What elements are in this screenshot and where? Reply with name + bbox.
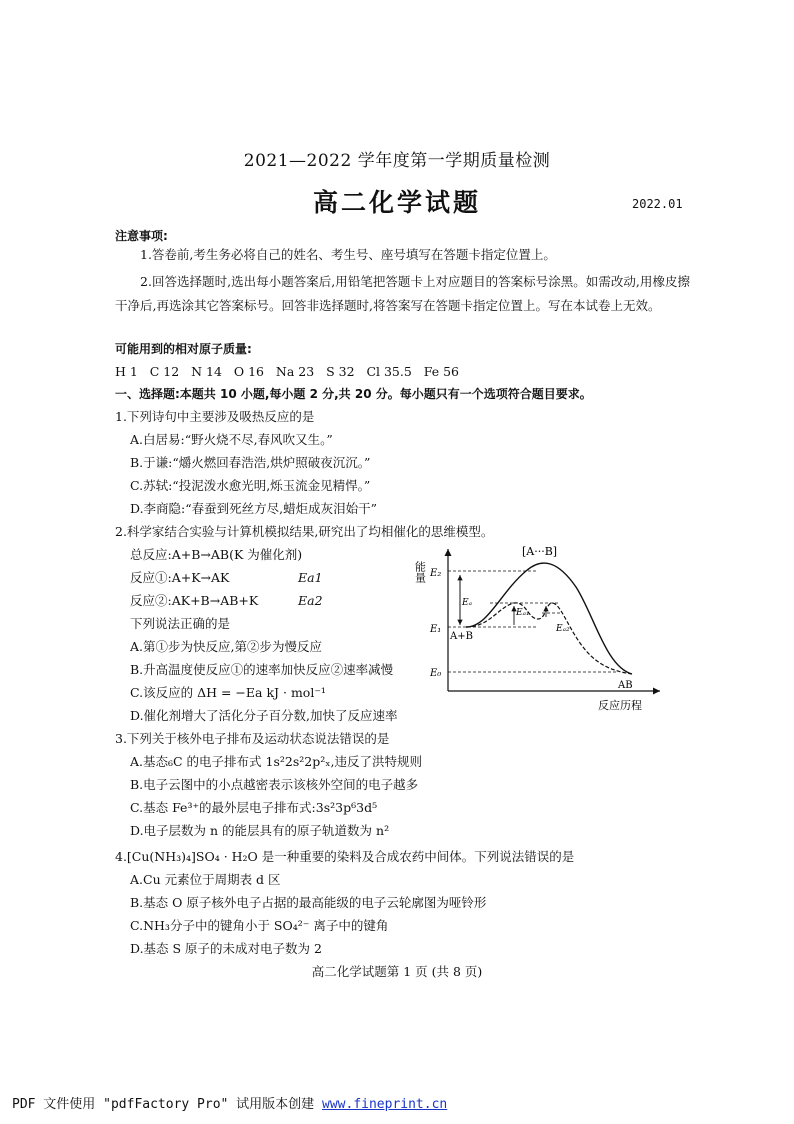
notice-item-2: 2.回答选择题时,选出每小题答案后,用铅笔把答题卡上对应题目的答案标号涂黑。如需改动,用橡皮擦干净后,再选涂其它答案标号。回答非选择题时,将答案写在答题卡指定位置上。写在本试卷上无效。 [115,274,690,313]
q1-option-b: B.于谦:“爝火燃回春浩浩,烘炉照破夜沉沉。” [130,455,371,470]
q1-option-d: D.李商隐:“春蚕到死丝方尽,蜡炬成灰泪始干” [130,501,378,516]
q3-option-a: A.基态₆C 的电子排布式 1s²2s²2p²ₓ,违反了洪特规则 [130,754,423,769]
fineprint-link[interactable]: www.fineprint.cn [322,1097,448,1112]
q2-reaction-2-energy: Ea2 [298,593,323,608]
q2-reaction-2: 反应②:AK+B→AB+K [130,593,259,608]
exam-date: 2022.01 [632,197,683,211]
q2-option-b: B.升高温度使反应①的速率加快反应②速率减慢 [130,662,394,677]
q1-option-a: A.白居易:“野火烧不尽,春风吹又生。” [130,432,333,447]
page-title: 高二化学试题 [312,188,481,217]
level-e0-label: E₀ [430,668,442,679]
q4-option-d: D.基态 S 原子的未成对电子数为 2 [130,941,322,956]
q4-option-c: C.NH₃分子中的键角小于 SO₄²⁻ 离子中的键角 [130,918,389,933]
q2-reaction-1: 反应①:A+K→AK [130,570,230,585]
notice-heading: 注意事项: [115,229,168,243]
q2-option-a: A.第①步为快反应,第②步为慢反应 [130,639,322,654]
ea1-label: Eₐ₁ [516,608,530,618]
exam-header: 2021—2022 学年度第一学期质量检测 [243,151,551,171]
q2-option-d: D.催化剂增大了活化分子百分数,加快了反应速率 [130,708,398,723]
q4-stem: 4.[Cu(NH₃)₄]SO₄ · H₂O 是一种重要的染料及合成农药中间体。下列说法错误的是 [115,849,575,864]
catalyzed-curve [466,603,632,674]
q2-stem: 2.科学家结合实验与计算机模拟结果,研究出了均相催化的思维模型。 [115,524,494,539]
ea-label: Eₐ [462,598,472,608]
q4-option-b: B.基态 O 原子核外电子占据的最高能级的电子云轮廓图为哑铃形 [130,895,487,910]
q4-option-a: A.Cu 元素位于周期表 d 区 [130,872,281,887]
notice-item-1: 1.答卷前,考生务必将自己的姓名、考生号、座号填写在答题卡指定位置上。 [140,247,556,262]
section-heading: 一、选择题:本题共 10 小题,每小题 2 分,共 20 分。每小题只有一个选项符合题目要求。 [115,387,592,401]
pdf-creator-note [12,1093,447,1112]
q1-option-c: C.苏轼:“投泥泼水愈光明,烁玉流金见精悍。” [130,478,371,493]
q3-option-b: B.电子云图中的小点越密表示该核外空间的电子越多 [130,777,419,792]
level-e1-label: E₁ [430,624,442,635]
q3-stem: 3.下列关于核外电子排布及运动状态说法错误的是 [115,731,390,746]
ea2-label: Eₐ₂ [556,624,570,634]
level-e2-label: E₂ [430,568,442,579]
page-footer: 高二化学试题第 1 页 (共 8 页) [311,964,483,979]
energy-profile-diagram [413,543,688,715]
q2-option-c: C.该反应的 ΔH = −Ea kJ · mol⁻¹ [130,685,326,700]
product-label: AB [618,680,633,691]
q3-option-d: D.电子层数为 n 的能层具有的原子轨道数为 n² [130,823,390,838]
q1-stem: 1.下列诗句中主要涉及吸热反应的是 [115,409,315,424]
pdf-creator-text: PDF 文件使用 "pdfFactory Pro" 试用版本创建 [12,1097,323,1112]
q3-option-c: C.基态 Fe³⁺的最外层电子排布式:3s²3p⁶3d⁵ [130,800,378,815]
x-axis-label: 反应历程 [598,699,642,712]
reactants-label: A+B [450,631,473,642]
atomic-mass-heading: 可能用到的相对原子质量: [115,342,252,356]
q2-reaction-1-energy: Ea1 [298,570,323,585]
atomic-mass-values: H 1 C 12 N 14 O 16 Na 23 S 32 Cl 35.5 Fe 56 [115,364,460,379]
y-axis-label-1: 能量 [413,561,427,583]
transition-state-label: [A···B] [522,545,558,558]
q2-total-reaction: 总反应:A+B→AB(K 为催化剂) [130,547,303,562]
q2-prompt: 下列说法正确的是 [130,616,231,631]
